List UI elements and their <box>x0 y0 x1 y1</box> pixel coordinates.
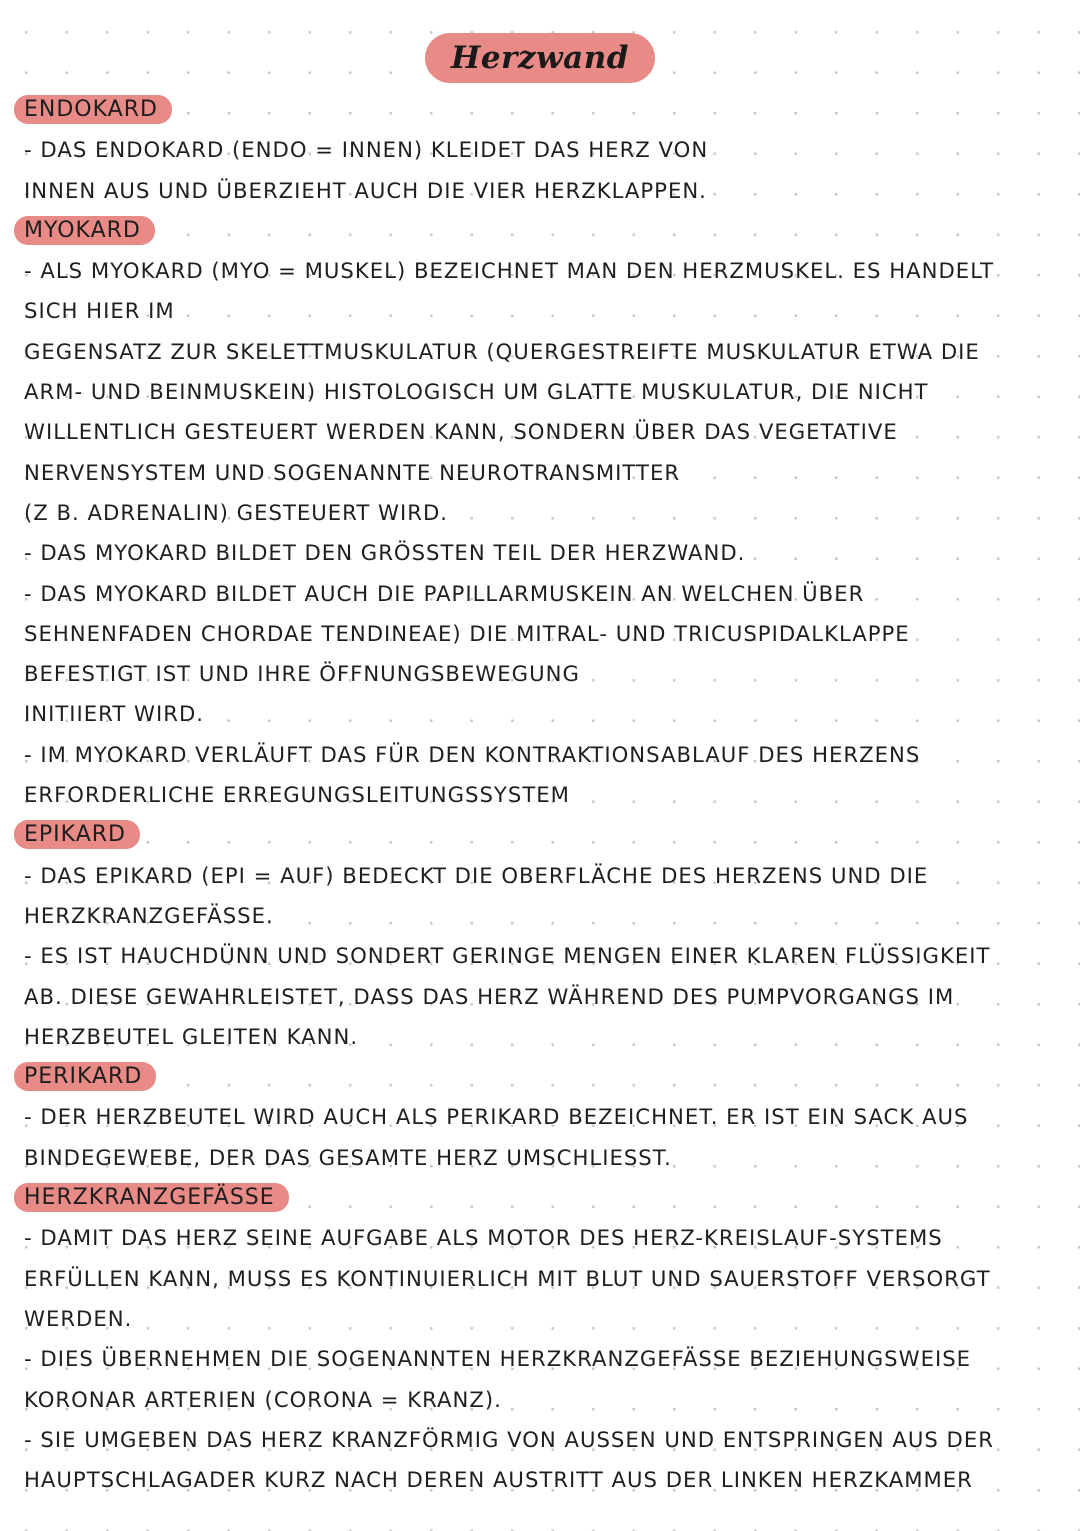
text-line: (Z B. ADRENALIN) GESTEUERT WIRD. <box>24 499 448 525</box>
text-line: GEGENSATZ ZUR SKELETTMUSKULATUR (QUERGESTREIFTE MUSKULATUR ETWA DIE <box>24 338 980 364</box>
text-line: HERZKRANZGEFÄSSE. <box>24 902 274 928</box>
text-line: BEFESTIGT IST UND IHRE ÖFFNUNGSBEWEGUNG <box>24 661 580 687</box>
text-line: - SIE UMGEBEN DAS HERZ KRANZFÖRMIG VON AUSSEN UND ENTSPRINGEN AUS DER <box>24 1426 994 1452</box>
text-line: - DAS ENDOKARD (ENDO = INNEN) KLEIDET DAS HERZ VON <box>24 137 709 163</box>
text-line: - IM MYOKARD VERLÄUFT DAS FÜR DEN KONTRAKTIONSABLAUF DES HERZENS <box>24 741 921 767</box>
section-heading: MYOKARD <box>14 216 155 245</box>
note-content <box>14 90 1054 1500</box>
page-title: Herzwand <box>451 40 629 76</box>
text-line: - ES IST HAUCHDÜNN UND SONDERT GERINGE MENGEN EINER KLAREN FLÜSSIGKEIT <box>24 943 991 969</box>
section-herzkranzgefaesse <box>14 1178 1054 1500</box>
text-line: ERFÜLLEN KANN, MUSS ES KONTINUIERLICH MIT BLUT UND SAUERSTOFF VERSORGT <box>24 1265 991 1291</box>
text-line: HAUPTSCHLAGADER KURZ NACH DEREN AUSTRITT AUS DER LINKEN HERZKAMMER <box>24 1467 973 1493</box>
title-badge <box>425 33 655 83</box>
text-line: SEHNENFADEN CHORDAE TENDINEAE) DIE MITRAL- UND TRICUSPIDALKLAPPE <box>24 620 910 646</box>
section-perikard <box>14 1057 1054 1178</box>
title-area <box>0 33 1080 83</box>
text-line: INITIIERT WIRD. <box>24 701 204 727</box>
text-line: SICH HIER IM <box>24 298 175 324</box>
section-heading: ENDOKARD <box>14 95 172 124</box>
text-line: - DER HERZBEUTEL WIRD AUCH ALS PERIKARD BEZEICHNET. ER IST EIN SACK AUS <box>24 1104 969 1130</box>
section-myokard <box>14 211 1054 815</box>
text-line: NERVENSYSTEM UND SOGENANNTE NEUROTRANSMITTER <box>24 459 681 485</box>
text-line: WILLENTLICH GESTEUERT WERDEN KANN, SONDERN ÜBER DAS VEGETATIVE <box>24 419 898 445</box>
text-line: - DIES ÜBERNEHMEN DIE SOGENANNTEN HERZKRANZGEFÄSSE BEZIEHUNGSWEISE <box>24 1346 972 1372</box>
text-line: HERZBEUTEL GLEITEN KANN. <box>24 1023 359 1049</box>
section-endokard <box>14 90 1054 211</box>
text-line: - ALS MYOKARD (MYO = MUSKEL) BEZEICHNET MAN DEN HERZMUSKEL. ES HANDELT <box>24 258 995 284</box>
text-line: - DAMIT DAS HERZ SEINE AUFGABE ALS MOTOR DES HERZ-KREISLAUF-SYSTEMS <box>24 1225 943 1251</box>
section-epikard <box>14 815 1054 1057</box>
text-line: - DAS MYOKARD BILDET DEN GRÖSSTEN TEIL DER HERZWAND. <box>24 540 746 566</box>
text-line: INNEN AUS UND ÜBERZIEHT AUCH DIE VIER HERZKLAPPEN. <box>24 177 707 203</box>
section-heading: EPIKARD <box>14 820 140 849</box>
text-line: ERFORDERLICHE ERREGUNGSLEITUNGSSYSTEM <box>24 782 570 808</box>
text-line: BINDEGEWEBE, DER DAS GESAMTE HERZ UMSCHLIESST. <box>24 1144 672 1170</box>
text-line: KORONAR ARTERIEN (CORONA = KRANZ). <box>24 1386 502 1412</box>
text-line: - DAS MYOKARD BILDET AUCH DIE PAPILLARMUSKEIN AN WELCHEN ÜBER <box>24 580 865 606</box>
text-line: - DAS EPIKARD (EPI = AUF) BEDECKT DIE OBERFLÄCHE DES HERZENS UND DIE <box>24 862 929 888</box>
section-heading: PERIKARD <box>14 1062 156 1091</box>
text-line: WERDEN. <box>24 1305 133 1331</box>
text-line: AB. DIESE GEWAHRLEISTET, DASS DAS HERZ WÄHREND DES PUMPVORGANGS IM <box>24 983 955 1009</box>
text-line: ARM- UND BEINMUSKEIN) HISTOLOGISCH UM GLATTE MUSKULATUR, DIE NICHT <box>24 379 929 405</box>
section-heading: HERZKRANZGEFÄSSE <box>14 1183 289 1212</box>
